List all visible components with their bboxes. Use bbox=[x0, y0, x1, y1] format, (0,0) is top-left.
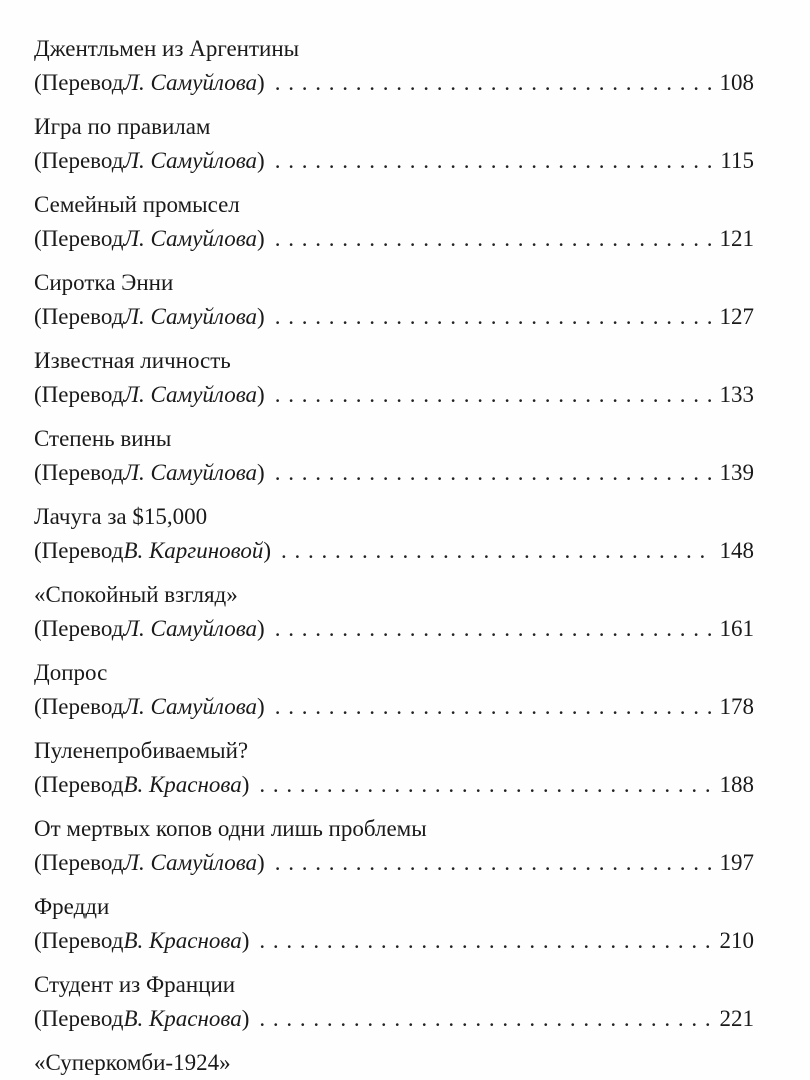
translation-suffix: ) bbox=[257, 694, 265, 719]
toc-entry bbox=[34, 504, 754, 582]
translator-name: Л. Самуйлова bbox=[123, 70, 258, 95]
toc-entry bbox=[34, 36, 754, 114]
translation-prefix: (Перевод bbox=[34, 538, 124, 563]
page-number: 127 bbox=[719, 304, 754, 329]
page-number: 188 bbox=[719, 772, 754, 797]
page-number: 108 bbox=[719, 70, 754, 95]
page-number: 139 bbox=[719, 460, 754, 485]
translator-name: В. Краснова bbox=[123, 1006, 242, 1031]
translator-name: Л. Самуйлова bbox=[123, 382, 258, 407]
entry-translation-line bbox=[34, 692, 754, 722]
entry-title: Лачуга за $15,000 bbox=[34, 504, 208, 529]
translation-suffix: ) bbox=[257, 70, 265, 95]
translation-prefix: (Перевод bbox=[34, 148, 124, 173]
translator-name: Л. Самуйлова bbox=[123, 226, 258, 251]
dot-leader bbox=[275, 380, 714, 410]
translation-suffix: ) bbox=[257, 304, 265, 329]
translation-suffix: ) bbox=[241, 772, 250, 797]
translation-prefix: (Перевод bbox=[34, 694, 124, 719]
translation-suffix: ) bbox=[241, 1006, 250, 1031]
dot-leader bbox=[275, 302, 714, 332]
translator-name: В. Краснова bbox=[123, 928, 242, 953]
dot-leader bbox=[275, 68, 714, 98]
translation-suffix: ) bbox=[257, 226, 265, 251]
translation-prefix: (Перевод bbox=[34, 304, 124, 329]
dot-leader bbox=[259, 926, 713, 956]
toc-entry bbox=[34, 1050, 754, 1080]
page-number: 178 bbox=[719, 694, 754, 719]
toc-entry bbox=[34, 738, 754, 816]
toc-entry bbox=[34, 270, 754, 348]
entry-title: Допрос bbox=[34, 660, 108, 685]
translator-name: В. Каргиновой bbox=[123, 538, 264, 563]
translator-name: Л. Самуйлова bbox=[123, 304, 258, 329]
translation-suffix: ) bbox=[257, 382, 265, 407]
translation-prefix: (Перевод bbox=[34, 850, 124, 875]
page-number: 121 bbox=[719, 226, 754, 251]
entry-translation-line bbox=[34, 146, 754, 176]
page-number: 210 bbox=[719, 928, 754, 953]
dot-leader bbox=[275, 458, 714, 488]
entry-translation-line bbox=[34, 68, 754, 98]
table-of-contents bbox=[34, 36, 754, 1080]
dot-leader bbox=[259, 1004, 713, 1034]
entry-translation-line bbox=[34, 770, 754, 800]
translation-suffix: ) bbox=[241, 928, 250, 953]
entry-translation-line bbox=[34, 848, 754, 878]
translation-prefix: (Перевод bbox=[34, 382, 124, 407]
toc-entry bbox=[34, 894, 754, 972]
entry-translation-line bbox=[34, 614, 754, 644]
entry-title: Фредди bbox=[34, 894, 110, 919]
translation-suffix: ) bbox=[257, 616, 265, 641]
entry-translation-line bbox=[34, 536, 754, 566]
translation-suffix: ) bbox=[257, 850, 265, 875]
entry-title: Семейный промысел bbox=[34, 192, 240, 217]
translation-prefix: (Перевод bbox=[34, 1006, 124, 1031]
entry-title: «Спокойный взгляд» bbox=[34, 582, 238, 607]
entry-translation-line bbox=[34, 926, 754, 956]
entry-translation-line bbox=[34, 302, 754, 332]
translation-suffix: ) bbox=[257, 460, 265, 485]
entry-translation-line bbox=[34, 380, 754, 410]
page-number: 161 bbox=[719, 616, 754, 641]
dot-leader bbox=[259, 770, 713, 800]
translation-suffix: ) bbox=[263, 538, 271, 563]
entry-translation-line bbox=[34, 458, 754, 488]
dot-leader bbox=[275, 224, 714, 254]
translation-suffix: ) bbox=[257, 148, 265, 173]
entry-title: Известная личность bbox=[34, 348, 231, 373]
page-number: 197 bbox=[719, 850, 754, 875]
toc-entry bbox=[34, 660, 754, 738]
translator-name: В. Краснова bbox=[123, 772, 242, 797]
translator-name: Л. Самуйлова bbox=[123, 850, 258, 875]
dot-leader bbox=[275, 692, 714, 722]
page-number: 148 bbox=[719, 538, 754, 563]
translation-prefix: (Перевод bbox=[34, 616, 124, 641]
entry-title: Пуленепробиваемый? bbox=[34, 738, 249, 763]
translator-name: Л. Самуйлова bbox=[123, 460, 258, 485]
entry-translation-line bbox=[34, 224, 754, 254]
translation-prefix: (Перевод bbox=[34, 226, 124, 251]
toc-entry bbox=[34, 348, 754, 426]
toc-entry bbox=[34, 582, 754, 660]
dot-leader bbox=[275, 614, 714, 644]
page-number: 221 bbox=[719, 1006, 754, 1031]
entry-title: Джентльмен из Аргентины bbox=[34, 36, 300, 61]
entry-title: От мертвых копов одни лишь проблемы bbox=[34, 816, 427, 841]
toc-entry bbox=[34, 426, 754, 504]
entry-title: Студент из Франции bbox=[34, 972, 236, 997]
entry-title: Игра по правилам bbox=[34, 114, 211, 139]
entry-title: Степень вины bbox=[34, 426, 172, 451]
translator-name: Л. Самуйлова bbox=[123, 616, 258, 641]
toc-entry bbox=[34, 972, 754, 1050]
toc-entry bbox=[34, 114, 754, 192]
translation-prefix: (Перевод bbox=[34, 772, 124, 797]
entry-translation-line bbox=[34, 1004, 754, 1034]
toc-entry bbox=[34, 816, 754, 894]
dot-leader bbox=[281, 536, 714, 566]
page-number: 133 bbox=[719, 382, 754, 407]
entry-title: «Суперкомби-1924» bbox=[34, 1050, 231, 1075]
translator-name: Л. Самуйлова bbox=[123, 694, 258, 719]
translation-prefix: (Перевод bbox=[34, 70, 124, 95]
page-number: 115 bbox=[720, 148, 754, 173]
dot-leader bbox=[275, 146, 715, 176]
dot-leader bbox=[275, 848, 714, 878]
translation-prefix: (Перевод bbox=[34, 460, 124, 485]
entry-title: Сиротка Энни bbox=[34, 270, 174, 295]
translation-prefix: (Перевод bbox=[34, 928, 124, 953]
translator-name: Л. Самуйлова bbox=[123, 148, 258, 173]
toc-entry bbox=[34, 192, 754, 270]
